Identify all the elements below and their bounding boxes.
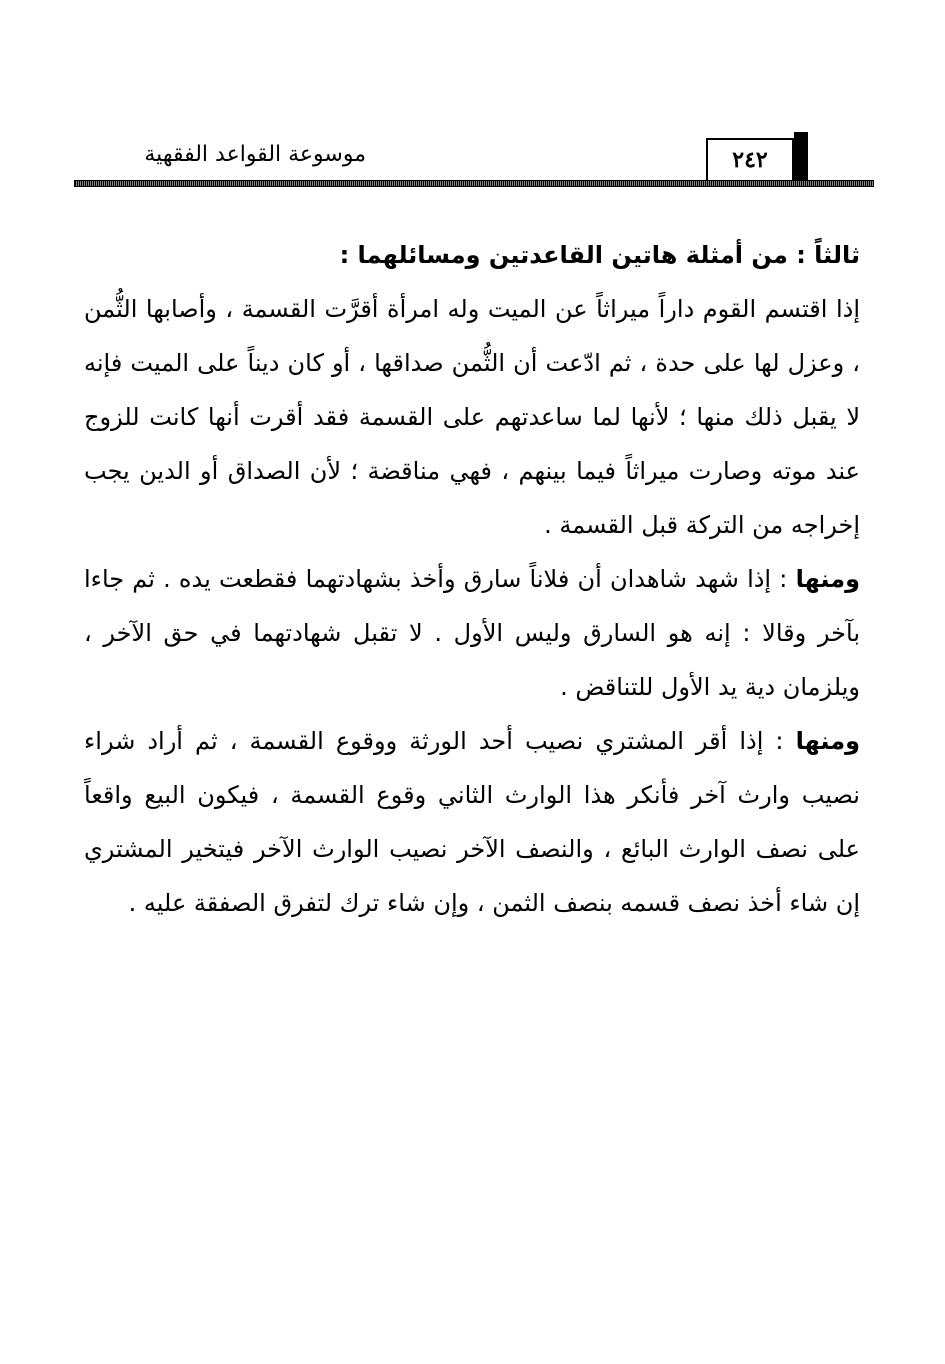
paragraph-text: : إذا شهد شاهدان أن فلاناً سارق وأخذ بشهادتهما فقطعت يده . ثم جاءا بآخر وقالا : إنه هو السارق وليس الأول . لا تقبل شهادتهما في حق الآخر ، ويلزمان دية يد الأول للتناقض . — [84, 565, 860, 701]
paragraph-lead: ومنها — [795, 727, 860, 755]
paragraph — [84, 552, 860, 714]
page-number-bar — [794, 132, 808, 182]
paragraph — [84, 282, 860, 552]
page-content — [84, 228, 860, 930]
page-header — [74, 132, 874, 186]
book-title: موسوعة القواعد الفقهية — [144, 142, 366, 167]
section-heading: ثالثاً : من أمثلة هاتين القاعدتين ومسائلهما : — [339, 241, 860, 269]
paragraph-lead: ومنها — [795, 565, 860, 593]
paragraph-text: : إذا أقر المشتري نصيب أحد الورثة ووقوع القسمة ، ثم أراد شراء نصيب وارث آخر فأنكر هذا الوارث الثاني وقوع القسمة ، فيكون البيع واقعاً على نصف الوارث البائع ، والنصف الآخر نصيب الوارث الآخر فيتخير المشتري إن شاء أخذ نصف قسمه بنصف الثمن ، وإن شاء ترك لتفرق الصفقة عليه . — [84, 727, 860, 917]
paragraph — [84, 714, 860, 930]
page-number: ٢٤٢ — [706, 138, 794, 180]
header-rule — [74, 180, 874, 187]
paragraph-text: إذا اقتسم القوم داراً ميراثاً عن الميت وله امرأة أقرَّت القسمة ، وأصابها الثُّمن ، وعزل لها على حدة ، ثم ادّعت أن الثُّمن صداقها ، أو كان ديناً على الميت فإنه لا يقبل ذلك منها ؛ لأنها لما ساعدتهم على القسمة فقد أقرت أنها كانت للزوج عند موته وصارت ميراثاً فيما بينهم ، فهي مناقضة ؛ لأن الصداق أو الدين يجب إخراجه من التركة قبل القسمة . — [84, 295, 860, 539]
